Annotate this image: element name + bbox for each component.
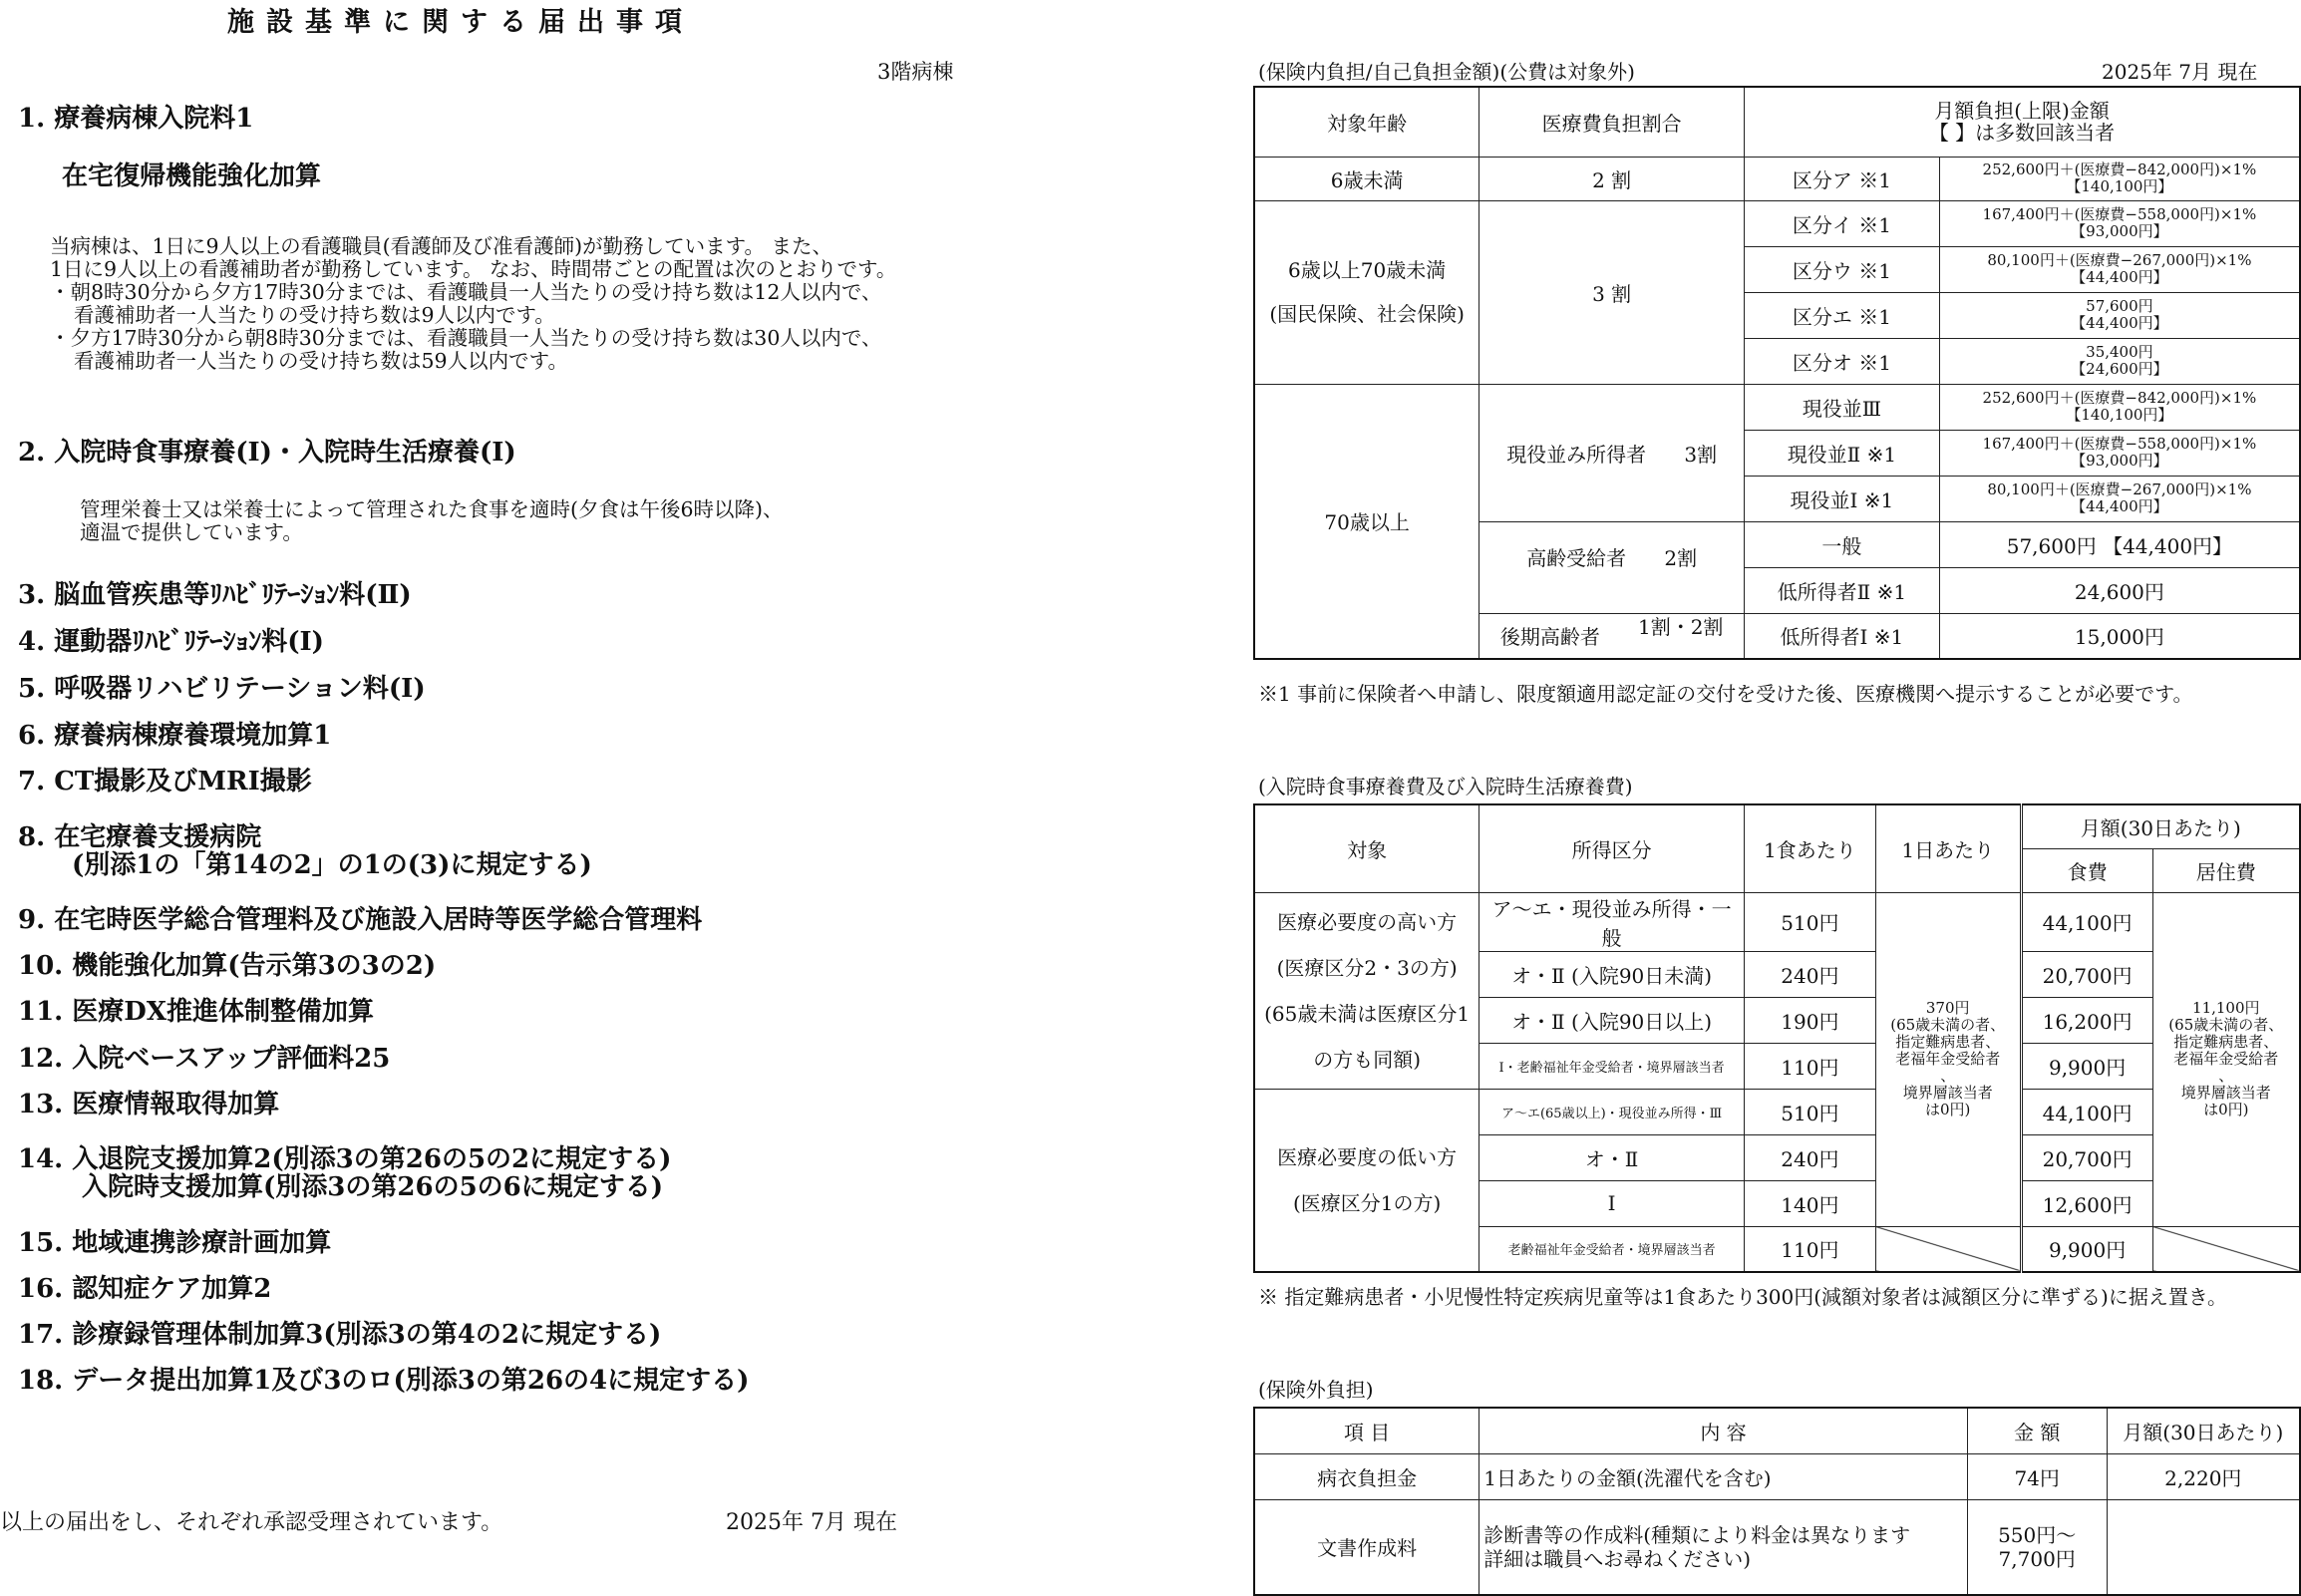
kubun-e: 区分エ ※1 <box>1745 292 1940 338</box>
income-row-5: ア〜エ(65歳以上)・現役並み所得・Ⅲ <box>1479 1089 1745 1134</box>
header-item: 項 目 <box>1254 1408 1479 1453</box>
table1-caption: (保険内負担/自己負担金額)(公費は対象外) <box>1258 60 1635 84</box>
header-monthly-line2: 【 】は多数回該当者 <box>1928 121 2116 146</box>
food-row-3: 16,200円 <box>2021 997 2152 1043</box>
genekinami-1-amount <box>1939 476 2300 521</box>
item-13: 13. 医療情報取得加算 <box>18 1090 280 1119</box>
genekinami-2: 現役並Ⅱ ※1 <box>1745 430 1940 476</box>
amount-line: 【140,100円】 <box>2066 177 2173 195</box>
age-under6: 6歳未満 <box>1254 157 1479 200</box>
per-day-cell <box>1875 892 2021 1226</box>
target-line: (医療区分2・3の方) <box>1276 955 1458 980</box>
header-target: 対象 <box>1254 804 1479 892</box>
genekinami-3-amount <box>1939 384 2300 430</box>
item-11: 11. 医療DX推進体制整備加算 <box>18 997 375 1027</box>
item-4: 4. 運動器ﾘﾊﾋﾞﾘﾃｰｼｮﾝ料(Ⅰ) <box>18 627 324 657</box>
header-content: 内 容 <box>1479 1408 1967 1453</box>
kubun-o-amount <box>1939 338 2300 384</box>
ratio-6to70: 3 割 <box>1479 200 1745 384</box>
out-of-insurance-table <box>1253 1407 2301 1596</box>
table3-caption: (保険外負担) <box>1258 1378 1374 1402</box>
meal-row-1: 510円 <box>1744 892 1875 951</box>
item-15: 15. 地域連携診療計画加算 <box>18 1228 332 1258</box>
document-fee-content <box>1479 1499 1967 1595</box>
document-fee-monthly <box>2107 1499 2300 1595</box>
living-line: 指定難病患者、 <box>2173 1033 2279 1051</box>
living-line: 11,100円 <box>2192 999 2260 1017</box>
kubun-a: 区分ア ※1 <box>1745 157 1940 200</box>
content-line: 診断書等の作成料(種類により料金は異なります <box>1483 1522 1911 1547</box>
item-8-sub: (別添1の「第14の2」の1の(3)に規定する) <box>72 850 592 880</box>
low-income-2: 低所得者Ⅱ ※1 <box>1745 567 1940 613</box>
item-2-description <box>80 498 784 544</box>
amount-line: 80,100円＋(医療費−267,000円)×1% <box>1987 251 2252 269</box>
income-row-8: 老齢福祉年金受給者・境界層該当者 <box>1479 1226 1745 1272</box>
header-income: 所得区分 <box>1479 804 1745 892</box>
item-1: 1. 療養病棟入院料1 <box>18 104 254 134</box>
para-line: 管理栄養士又は栄養士によって管理された食事を適時(夕食は午後6時以降)、 <box>80 497 784 521</box>
amount-line: 【44,400円】 <box>2071 314 2168 332</box>
header-ratio: 医療費負担割合 <box>1479 87 1745 157</box>
age-line: 6歳以上70歳未満 <box>1288 258 1447 282</box>
item-7: 7. CT撮影及びMRI撮影 <box>18 767 312 797</box>
para-line: 1日に9人以上の看護補助者が勤務しています。 なお、時間帯ごとの配置は次のとおりです。 <box>50 257 897 281</box>
food-row-7: 12,600円 <box>2021 1180 2152 1226</box>
income-row-7: Ⅰ <box>1479 1180 1745 1226</box>
target-line: 医療必要度の高い方 <box>1277 909 1458 934</box>
meal-row-3: 190円 <box>1744 997 1875 1043</box>
header-monthly <box>1745 87 2300 157</box>
header-monthly-line1: 月額負担(上限)金額 <box>1934 99 2110 124</box>
target-line: (医療区分1の方) <box>1292 1190 1442 1215</box>
gown-fee-item: 病衣負担金 <box>1254 1453 1479 1499</box>
page-title: 施設基準に関する届出事項 <box>227 7 694 38</box>
header-monthly: 月額(30日あたり) <box>2021 804 2300 848</box>
living-line: 、 <box>2218 1067 2234 1085</box>
per-day-empty <box>1875 1226 2021 1272</box>
table2-note: ※ 指定難病患者・小児慢性特定疾病児童等は1食あたり300円(減額対象者は減額区分に準ずる)に据え置き。 <box>1258 1285 2228 1309</box>
item-8: 8. 在宅療養支援病院 <box>18 822 262 852</box>
ratio-label: 高齢受給者 <box>1526 545 1627 570</box>
kubun-i-amount <box>1939 200 2300 246</box>
income-row-2: オ・Ⅱ (入院90日未満) <box>1479 951 1745 997</box>
target-line: 医療必要度の低い方 <box>1277 1144 1458 1169</box>
living-line: 境界層該当者 <box>2180 1084 2271 1102</box>
living-empty <box>2152 1226 2300 1272</box>
amount-line: 550円〜 <box>1998 1522 2077 1547</box>
income-row-4: Ⅰ・老齢福祉年金受給者・境界層該当者 <box>1479 1043 1745 1089</box>
low-income-2-amount: 24,600円 <box>1939 567 2300 613</box>
target-low-need <box>1254 1089 1479 1272</box>
target-line: の方も同額) <box>1313 1047 1422 1072</box>
amount-line: 【24,600円】 <box>2071 360 2168 378</box>
item-2: 2. 入院時食事療養(Ⅰ)・入院時生活療養(Ⅰ) <box>18 438 516 468</box>
header-monthly: 月額(30日あたり) <box>2107 1408 2300 1453</box>
meal-row-6: 240円 <box>1744 1134 1875 1180</box>
kubun-u-amount <box>1939 246 2300 292</box>
header-per-day: 1日あたり <box>1875 804 2021 892</box>
ippan: 一般 <box>1745 521 1940 567</box>
amount-line: 252,600円＋(医療費−842,000円)×1% <box>1982 160 2257 178</box>
para-line: 適温で提供しています。 <box>80 520 303 544</box>
day-line: 老福年金受給者 <box>1895 1050 2001 1068</box>
para-line: ・夕方17時30分から朝8時30分までは、看護職員一人当たりの受け持ち数は30人以内で、 <box>50 326 882 350</box>
amount-line: 80,100円＋(医療費−267,000円)×1% <box>1987 480 2252 498</box>
header-food: 食費 <box>2021 848 2152 892</box>
food-row-6: 20,700円 <box>2021 1134 2152 1180</box>
genekinami-2-amount <box>1939 430 2300 476</box>
living-line: 老福年金受給者 <box>2173 1050 2279 1068</box>
day-line: 境界層該当者 <box>1902 1084 1993 1102</box>
footer-text: 以上の届出をし、それぞれ承認受理されています。 <box>0 1510 503 1535</box>
document-fee-item: 文書作成料 <box>1254 1499 1479 1595</box>
target-high-need <box>1254 892 1479 1089</box>
target-line: (65歳未満は医療区分1 <box>1264 1001 1471 1026</box>
food-row-5: 44,100円 <box>2021 1089 2152 1134</box>
amount-line: 【93,000円】 <box>2071 222 2168 240</box>
age-line: (国民保険、社会保険) <box>1269 302 1465 326</box>
footer-date: 2025年 7月 現在 <box>726 1510 897 1535</box>
item-14-sub: 入院時支援加算(別添3の第26の5の6に規定する) <box>82 1172 664 1202</box>
ratio-elder <box>1479 521 1745 613</box>
amount-line: 167,400円＋(医療費−558,000円)×1% <box>1982 435 2257 453</box>
amount-line: 【44,400円】 <box>2071 268 2168 286</box>
gown-fee-monthly: 2,220円 <box>2107 1453 2300 1499</box>
day-line: (65歳未満の者、 <box>1890 1016 2006 1034</box>
age-6to70 <box>1254 200 1479 384</box>
food-row-1: 44,100円 <box>2021 892 2152 951</box>
amount-line: 167,400円＋(医療費−558,000円)×1% <box>1982 205 2257 223</box>
item-16: 16. 認知症ケア加算2 <box>18 1274 272 1304</box>
kubun-e-amount <box>1939 292 2300 338</box>
low-income-1: 低所得者Ⅰ ※1 <box>1745 613 1940 659</box>
age-over70: 70歳以上 <box>1254 384 1479 659</box>
table2-caption: (入院時食事療養費及び入院時生活療養費) <box>1258 775 1633 798</box>
item-18: 18. データ提出加算1及び3のロ(別添3の第26の4に規定する) <box>18 1366 750 1396</box>
day-line: は0円) <box>1925 1101 1971 1118</box>
amount-line: 35,400円 <box>2086 343 2153 361</box>
item-12: 12. 入院ベースアップ評価料25 <box>18 1044 391 1074</box>
content-line: 詳細は職員へお尋ねください) <box>1483 1546 1752 1571</box>
low-income-1-amount: 15,000円 <box>1939 613 2300 659</box>
item-14: 14. 入退院支援加算2(別添3の第26の5の2に規定する) <box>18 1144 672 1174</box>
amount-line: 252,600円＋(医療費−842,000円)×1% <box>1982 389 2257 407</box>
ratio-under6: 2 割 <box>1479 157 1745 200</box>
item-3: 3. 脳血管疾患等ﾘﾊﾋﾞﾘﾃｰｼｮﾝ料(Ⅱ) <box>18 580 412 610</box>
meal-row-4: 110円 <box>1744 1043 1875 1089</box>
ward-label: 3階病棟 <box>877 60 954 84</box>
ratio-genekinami <box>1479 384 1745 521</box>
ratio-value: 2割 <box>1664 545 1698 570</box>
living-cell <box>2152 892 2300 1226</box>
amount-line: 【93,000円】 <box>2071 452 2168 470</box>
income-row-6: オ・Ⅱ <box>1479 1134 1745 1180</box>
header-amount: 金 額 <box>1967 1408 2107 1453</box>
day-line: 、 <box>1940 1067 1956 1085</box>
table1-note: ※1 事前に保険者へ申請し、限度額適用認定証の交付を受けた後、医療機関へ提示することが必要です。 <box>1258 682 2193 706</box>
item-5: 5. 呼吸器リハビリテーション料(Ⅰ) <box>18 674 426 704</box>
para-line: ・朝8時30分から夕方17時30分までは、看護職員一人当たりの受け持ち数は12人以内で、 <box>50 280 882 304</box>
meal-row-2: 240円 <box>1744 951 1875 997</box>
food-row-2: 20,700円 <box>2021 951 2152 997</box>
kubun-i: 区分イ ※1 <box>1745 200 1940 246</box>
ratio-value: 1割・2割 <box>1637 615 1724 640</box>
copay-table <box>1253 86 2301 660</box>
document-fee-amount <box>1967 1499 2107 1595</box>
header-per-meal: 1食あたり <box>1744 804 1875 892</box>
item-17: 17. 診療録管理体制加算3(別添3の第4の2に規定する) <box>18 1320 662 1350</box>
meal-row-5: 510円 <box>1744 1089 1875 1134</box>
genekinami-3: 現役並Ⅲ <box>1745 384 1940 430</box>
meal-cost-table <box>1253 803 2301 1273</box>
para-line: 看護補助者一人当たりの受け持ち数は9人以内です。 <box>74 303 555 327</box>
ratio-value: 3割 <box>1684 442 1718 467</box>
living-line: (65歳未満の者、 <box>2168 1016 2284 1034</box>
table1-date: 2025年 7月 現在 <box>2102 60 2258 84</box>
genekinami-1: 現役並Ⅰ ※1 <box>1745 476 1940 521</box>
kubun-o: 区分オ ※1 <box>1745 338 1940 384</box>
ippan-amount: 57,600円 【44,400円】 <box>1939 521 2300 567</box>
gown-fee-amount: 74円 <box>1967 1453 2107 1499</box>
kubun-u: 区分ウ ※1 <box>1745 246 1940 292</box>
income-row-1: ア〜エ・現役並み所得・一般 <box>1479 892 1745 951</box>
item-1-description <box>50 235 896 373</box>
ratio-label: 現役並み所得者 <box>1506 442 1647 467</box>
kubun-a-amount <box>1939 157 2300 200</box>
amount-line: 【140,100円】 <box>2066 406 2173 424</box>
gown-fee-content: 1日あたりの金額(洗濯代を含む) <box>1479 1453 1967 1499</box>
living-line: は0円) <box>2203 1101 2249 1118</box>
meal-row-7: 140円 <box>1744 1180 1875 1226</box>
para-line: 当病棟は、1日に9人以上の看護職員(看護師及び准看護師)が勤務しています。 また、 <box>50 234 832 258</box>
food-row-4: 9,900円 <box>2021 1043 2152 1089</box>
amount-line: 【44,400円】 <box>2071 497 2168 515</box>
amount-line: 57,600円 <box>2086 297 2153 315</box>
meal-row-8: 110円 <box>1744 1226 1875 1272</box>
header-age: 対象年齢 <box>1254 87 1479 157</box>
item-6: 6. 療養病棟療養環境加算1 <box>18 721 332 751</box>
item-10: 10. 機能強化加算(告示第3の3の2) <box>18 951 437 981</box>
food-row-8: 9,900円 <box>2021 1226 2152 1272</box>
ratio-late-elder <box>1479 613 1745 659</box>
item-1-sub: 在宅復帰機能強化加算 <box>62 161 322 191</box>
amount-line: 7,700円 <box>1998 1546 2076 1571</box>
header-living: 居住費 <box>2152 848 2300 892</box>
day-line: 指定難病患者、 <box>1895 1033 2001 1051</box>
ratio-label: 後期高齢者 <box>1499 625 1600 650</box>
day-line: 370円 <box>1925 999 1970 1017</box>
income-row-3: オ・Ⅱ (入院90日以上) <box>1479 997 1745 1043</box>
para-line: 看護補助者一人当たりの受け持ち数は59人以内です。 <box>74 349 568 373</box>
item-9: 9. 在宅時医学総合管理料及び施設入居時等医学総合管理料 <box>18 905 703 935</box>
